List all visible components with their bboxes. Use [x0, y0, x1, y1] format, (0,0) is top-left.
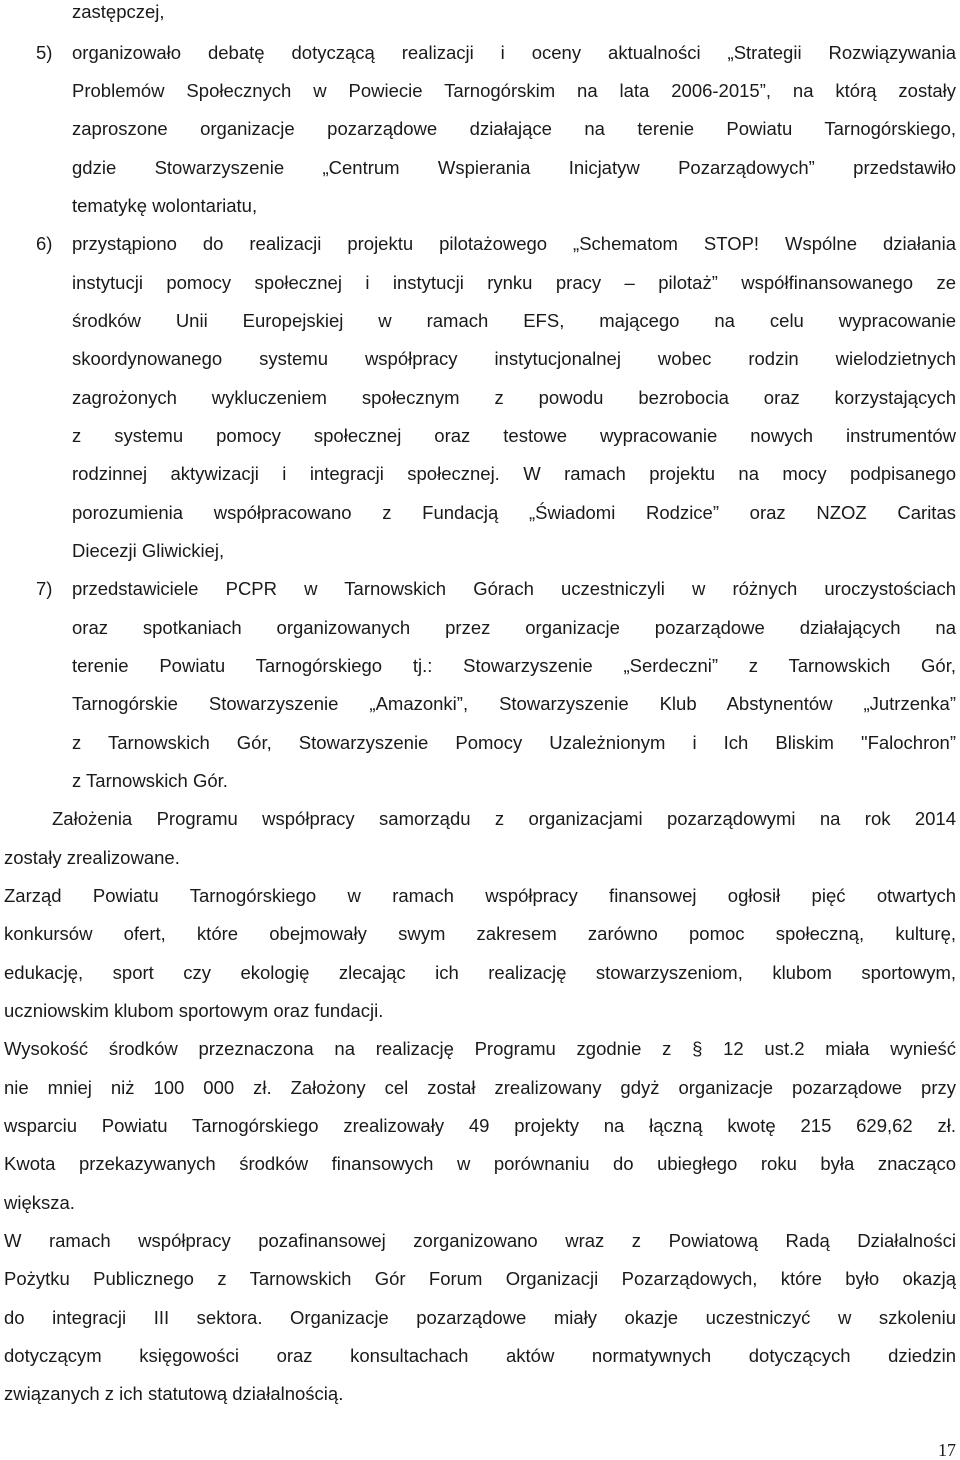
text-line: zagrożonych wykluczeniem społecznym z powodu bezrobocia oraz korzystających: [72, 387, 956, 408]
text-line: dotyczącym księgowości oraz konsultachach aktów normatywnych dotyczących dziedzin: [4, 1345, 956, 1366]
text-line: do integracji III sektora. Organizacje pozarządowe miały okazje uczestniczyć w szkoleniu: [4, 1307, 956, 1328]
text-line: oraz spotkaniach organizowanych przez organizacje pozarządowe działających na: [72, 617, 956, 638]
text-line: terenie Powiatu Tarnogórskiego tj.: Stowarzyszenie „Serdeczni” z Tarnowskich Gór,: [72, 655, 956, 676]
text-line: tematykę wolontariatu,: [72, 195, 258, 216]
text-line: Wysokość środków przeznaczona na realizację Programu zgodnie z § 12 ust.2 miała wynieść: [4, 1038, 956, 1059]
text-line: Założenia Programu współpracy samorządu z organizacjami pozarządowymi na rok 2014: [52, 808, 956, 829]
text-line: przedstawiciele PCPR w Tarnowskich Górach uczestniczyli w różnych uroczystościach: [72, 578, 956, 599]
text-line: Diecezji Gliwickiej,: [72, 540, 225, 561]
text-line: rodzinnej aktywizacji i integracji społecznej. W ramach projektu na mocy podpisanego: [72, 463, 956, 484]
list-marker: 7): [36, 578, 53, 599]
list-marker: 5): [36, 42, 53, 63]
text-line: większa.: [4, 1192, 75, 1213]
page-number: 17: [938, 1440, 956, 1460]
text-line: organizowało debatę dotyczącą realizacji i oceny aktualności „Strategii Rozwiązywania: [72, 42, 956, 63]
text-line: edukację, sport czy ekologię zlecając ich realizację stowarzyszeniom, klubom sportowym,: [4, 962, 956, 983]
text-line: z Tarnowskich Gór.: [72, 770, 228, 791]
text-line: konkursów ofert, które obejmowały swym zakresem zarówno pomoc społeczną, kulturę,: [4, 923, 956, 944]
text-line: skoordynowanego systemu współpracy instytucjonalnej wobec rodzin wielodzietnych: [72, 348, 956, 369]
text-line: porozumienia współpracowano z Fundacją „Świadomi Rodzice” oraz NZOZ Caritas: [72, 502, 956, 523]
text-line: gdzie Stowarzyszenie „Centrum Wspierania Inicjatyw Pozarządowych” przedstawiło: [72, 157, 956, 178]
text-line: zaproszone organizacje pozarządowe działające na terenie Powiatu Tarnogórskiego,: [72, 118, 956, 139]
text-line: przystąpiono do realizacji projektu pilotażowego „Schematom STOP! Wspólne działania: [72, 233, 956, 254]
text-line: nie mniej niż 100 000 zł. Założony cel został zrealizowany gdyż organizacje pozarządowe przy: [4, 1077, 956, 1098]
text-line: wsparciu Powiatu Tarnogórskiego zrealizowały 49 projekty na łączną kwotę 215 629,62 zł.: [4, 1115, 956, 1136]
text-line: Problemów Społecznych w Powiecie Tarnogórskim na lata 2006-2015”, na którą zostały: [72, 80, 956, 101]
text-line: związanych z ich statutową działalnością.: [4, 1383, 344, 1404]
text-line: W ramach współpracy pozafinansowej zorganizowano wraz z Powiatową Radą Działalności: [4, 1230, 956, 1251]
text-line: z systemu pomocy społecznej oraz testowe wypracowanie nowych instrumentów: [72, 425, 956, 446]
text-line: z Tarnowskich Gór, Stowarzyszenie Pomocy Uzależnionym i Ich Bliskim "Falochron”: [72, 732, 956, 753]
text-line: środków Unii Europejskiej w ramach EFS, mającego na celu wypracowanie: [72, 310, 956, 331]
text-line: Pożytku Publicznego z Tarnowskich Gór Forum Organizacji Pozarządowych, które było okazją: [4, 1268, 956, 1289]
text-line: uczniowskim klubom sportowym oraz fundacji.: [4, 1000, 384, 1021]
text-line: Tarnogórskie Stowarzyszenie „Amazonki”, Stowarzyszenie Klub Abstynentów „Jutrzenka”: [72, 693, 956, 714]
text-line: zostały zrealizowane.: [4, 847, 180, 868]
text-line: Zarząd Powiatu Tarnogórskiego w ramach współpracy finansowej ogłosił pięć otwartych: [4, 885, 956, 906]
text-line: instytucji pomocy społecznej i instytucji rynku pracy – pilotaż” współfinansowanego ze: [72, 272, 956, 293]
list-marker: 6): [36, 233, 53, 254]
text-line: zastępczej,: [72, 1, 165, 22]
text-line: Kwota przekazywanych środków finansowych w porównaniu do ubiegłego roku była znacząco: [4, 1153, 956, 1174]
